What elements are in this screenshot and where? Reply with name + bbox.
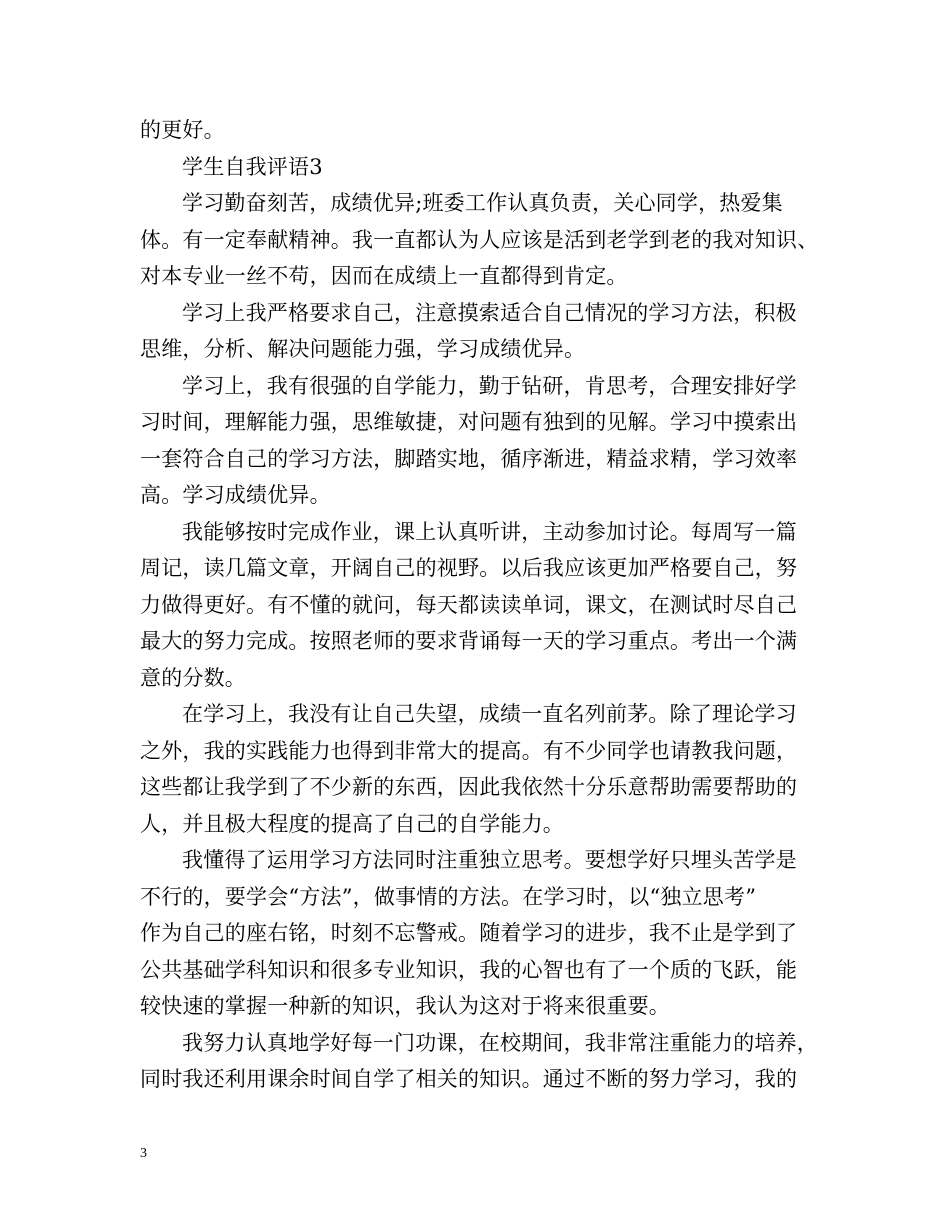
text-line: 体。有一定奉献精神。我一直都认为人应该是活到老学到老的我对知识、 <box>140 227 819 252</box>
text-line: 的更好。 <box>140 118 225 142</box>
text-line: 习时间，理解能力强，思维敏捷，对问题有独到的见解。学习中摸索出 <box>140 410 798 434</box>
text-line: 意的分数。 <box>140 665 246 690</box>
document-body <box>140 112 819 1098</box>
text-line: 作为自己的座右铭，时刻不忘警戒。随着学习的进步，我不止是学到了 <box>140 921 798 945</box>
text-line: 这些都让我学到了不少新的东西，因此我依然十分乐意帮助需要帮助的 <box>140 775 798 799</box>
text-line: 我懂得了运用学习方法同时注重独立思考。要想学好只埋头苦学是 <box>182 848 797 872</box>
text-line: 高。学习成绩优异。 <box>140 483 331 507</box>
page-number: 3 <box>140 1146 147 1161</box>
section-heading: 学生自我评语3 <box>182 154 323 179</box>
text-line: 周记，读几篇文章，开阔自己的视野。以后我应该更加严格要自己，努 <box>140 556 798 580</box>
text-line: 力做得更好。有不懂的就问，每天都读读单词，课文，在测试时尽自己 <box>140 592 798 617</box>
text-line: 较快速的掌握一种新的知识，我认为这对于将来很重要。 <box>140 994 670 1018</box>
text-line: 一套符合自己的学习方法，脚踏实地，循序渐进，精益求精，学习效率 <box>140 446 798 471</box>
text-line: 最大的努力完成。按照老师的要求背诵每一天的学习重点。考出一个满 <box>140 629 798 653</box>
text-line: 我能够按时完成作业，课上认真听讲，主动参加讨论。每周写一篇 <box>182 519 797 544</box>
text-line: 之外，我的实践能力也得到非常大的提高。有不少同学也请教我问题， <box>140 738 798 763</box>
text-line: 在学习上，我没有让自己失望，成绩一直名列前茅。除了理论学习 <box>182 702 797 726</box>
text-line: 学习上，我有很强的自学能力，勤于钻研，肯思考，合理安排好学 <box>182 373 797 398</box>
text-line: 人，并且极大程度的提高了自己的自学能力。 <box>140 811 564 836</box>
text-line: 思维，分析、解决问题能力强，学习成绩优异。 <box>140 337 586 361</box>
text-line: 不行的，要学会“方法”，做事情的方法。在学习时，以“独立思考” <box>140 884 757 909</box>
text-line: 公共基础学科知识和很多专业知识，我的心智也有了一个质的飞跃，能 <box>140 957 798 982</box>
text-line: 学习上我严格要求自己，注意摸索适合自己情况的学习方法，积极 <box>182 300 797 325</box>
text-line: 学习勤奋刻苦，成绩优异;班委工作认真负责，关心同学，热爱集 <box>182 191 783 215</box>
text-line: 同时我还利用课余时间自学了相关的知识。通过不断的努力学习，我的 <box>140 1067 798 1091</box>
text-line: 我努力认真地学好每一门功课，在校期间，我非常注重能力的培养， <box>182 1030 818 1055</box>
text-line: 对本专业一丝不苟，因而在成绩上一直都得到肯定。 <box>140 264 628 288</box>
